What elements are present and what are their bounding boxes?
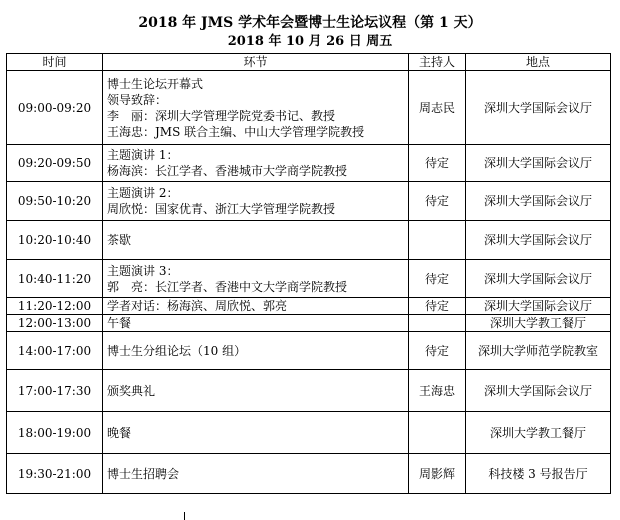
row-time: 09:20-09:50 xyxy=(7,145,103,182)
page-edge-mark xyxy=(184,512,185,520)
table-row xyxy=(7,412,611,454)
agenda-table xyxy=(6,53,611,494)
row-host xyxy=(409,315,466,332)
session-line: 主题演讲 2： xyxy=(107,186,179,200)
column-header-venue: 地点 xyxy=(466,54,611,71)
column-header-time: 时间 xyxy=(7,54,103,71)
row-session xyxy=(103,332,409,370)
page-date: 2018 年 10 月 26 日 周五 xyxy=(227,34,393,49)
row-session xyxy=(103,260,409,298)
row-venue: 深圳大学国际会议厅 xyxy=(466,260,611,298)
row-venue: 深圳大学国际会议厅 xyxy=(466,182,611,221)
session-line: 王海忠：JMS 联合主编、中山大学管理学院教授 xyxy=(107,124,365,139)
session-line: 午餐 xyxy=(107,316,132,330)
session-line: 茶歇 xyxy=(107,233,132,247)
row-time: 10:40-11:20 xyxy=(7,260,103,298)
row-time: 11:20-12:00 xyxy=(7,298,103,315)
row-host: 待定 xyxy=(409,332,466,370)
row-venue: 深圳大学师范学院教室 xyxy=(466,332,611,370)
row-venue: 深圳大学国际会议厅 xyxy=(466,71,611,145)
row-venue: 深圳大学教工餐厅 xyxy=(466,412,611,454)
session-line: 学者对话：杨海滨、周欣悦、郭亮 xyxy=(107,299,288,313)
row-session xyxy=(103,412,409,454)
session-line: 杨海滨：长江学者、香港城市大学商学院教授 xyxy=(107,164,348,178)
table-row xyxy=(7,370,611,412)
row-host xyxy=(409,412,466,454)
table-header-row xyxy=(7,54,611,71)
agenda-body xyxy=(7,71,611,494)
row-time: 18:00-19:00 xyxy=(7,412,103,454)
row-session xyxy=(103,315,409,332)
row-session xyxy=(103,298,409,315)
row-venue: 深圳大学国际会议厅 xyxy=(466,298,611,315)
row-host xyxy=(409,221,466,260)
row-time: 19:30-21:00 xyxy=(7,454,103,494)
row-host: 待定 xyxy=(409,182,466,221)
session-line: 李 丽：深圳大学管理学院党委书记、教授 xyxy=(107,108,336,123)
row-time: 17:00-17:30 xyxy=(7,370,103,412)
row-time: 14:00-17:00 xyxy=(7,332,103,370)
row-venue: 科技楼 3 号报告厅 xyxy=(466,454,611,494)
session-line: 周欣悦：国家优青、浙江大学管理学院教授 xyxy=(107,202,336,216)
table-row xyxy=(7,71,611,145)
row-time: 09:50-10:20 xyxy=(7,182,103,221)
session-line: 主题演讲 1： xyxy=(107,148,179,162)
row-host: 待定 xyxy=(409,298,466,315)
table-row xyxy=(7,182,611,221)
column-header-session: 环节 xyxy=(103,54,409,71)
row-venue: 深圳大学国际会议厅 xyxy=(466,370,611,412)
table-row xyxy=(7,298,611,315)
row-session xyxy=(103,71,409,145)
column-header-host: 主持人 xyxy=(409,54,466,71)
row-time: 09:00-09:20 xyxy=(7,71,103,145)
row-host: 待定 xyxy=(409,145,466,182)
row-time: 12:00-13:00 xyxy=(7,315,103,332)
session-line: 博士生分组论坛（10 组） xyxy=(107,343,247,358)
row-venue: 深圳大学国际会议厅 xyxy=(466,221,611,260)
table-row xyxy=(7,145,611,182)
session-line: 颁奖典礼 xyxy=(107,383,156,398)
session-line: 主题演讲 3： xyxy=(107,263,179,278)
session-line: 博士生论坛开幕式 xyxy=(107,76,204,91)
table-row xyxy=(7,315,611,332)
session-line: 郭 亮：长江学者、香港中文大学商学院教授 xyxy=(107,279,348,294)
session-line: 领导致辞： xyxy=(107,92,168,107)
table-row xyxy=(7,221,611,260)
row-host: 周影辉 xyxy=(409,454,466,494)
row-venue: 深圳大学国际会议厅 xyxy=(466,145,611,182)
row-time: 10:20-10:40 xyxy=(7,221,103,260)
table-row xyxy=(7,260,611,298)
row-session xyxy=(103,454,409,494)
row-host: 待定 xyxy=(409,260,466,298)
row-session xyxy=(103,221,409,260)
table-row xyxy=(7,454,611,494)
row-session xyxy=(103,370,409,412)
row-session xyxy=(103,145,409,182)
row-venue: 深圳大学教工餐厅 xyxy=(466,315,611,332)
session-line: 晚餐 xyxy=(107,425,132,440)
page-title: 2018 年 JMS 学术年会暨博士生论坛议程（第 1 天） xyxy=(138,15,482,31)
row-session xyxy=(103,182,409,221)
session-line: 博士生招聘会 xyxy=(107,466,180,481)
row-host: 王海忠 xyxy=(409,370,466,412)
row-host: 周志民 xyxy=(409,71,466,145)
table-row xyxy=(7,332,611,370)
